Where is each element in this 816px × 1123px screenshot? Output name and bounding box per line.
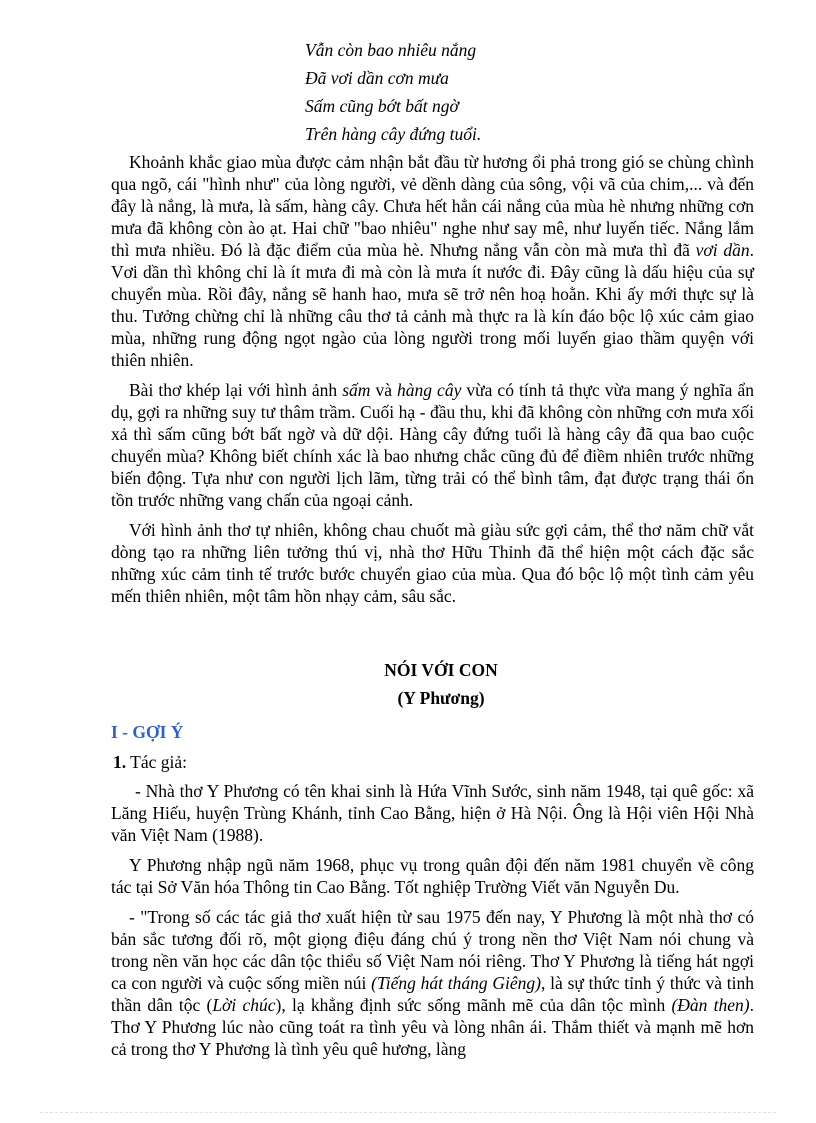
poem-line: Trên hàng cây đứng tuổi. <box>305 124 482 144</box>
poem-author: (Y Phương) <box>397 688 485 708</box>
subsection-heading: 1. Tác giả: <box>113 752 188 772</box>
paragraph: Bài thơ khép lại với hình ảnh sấm và hàng cây vừa có tính tả thực vừa mang ý nghĩa ẩn dụ, gợi ra những suy tư thâm trầm. Cuối hạ - đầu thu, khi đã không còn những cơn mưa xối xả thì sấm cũng bớt bất ngờ và dữ dội. Hàng cây đứng tuổi là hàng cây đã qua bao cuộc chuyển mùa? Không biết chính xác là bao nhưng chắc cũng đủ để điềm nhiên trước những biến động. Tựa như con người lịch lãm, từng trải có thể bình tâm, đạt được trạng thái ổn tồn trước những vang chấn của ngoại cảnh. <box>111 380 754 510</box>
poem-stanza <box>305 36 481 148</box>
paragraph: Khoảnh khắc giao mùa được cảm nhận bắt đầu từ hương ổi phả trong gió se chùng chình qua ngõ, cái "hình như" của lòng người, vẻ dềnh dàng của sông, vội vã của chim,... và đến đây là nắng, là mưa, là sấm, hàng cây. Chưa hết hẳn cái nắng của mùa hè nhưng những cơn mưa đã không còn ào ạt. Hai chữ "bao nhiêu" nghe như say mê, như luyến tiếc. Nắng lắm thì mưa nhiều. Đó là đặc điểm của mùa hè. Nhưng nắng vẫn còn mà mưa thì đã vơi dần. Vơi dần thì không chỉ là ít mưa đi mà còn là mưa ít nước đi. Đây cũng là dấu hiệu của sự chuyển mùa. Rồi đây, nắng sẽ hanh hao, mưa sẽ trở nên hoạ hoằn. Khi ấy mới thực sự là thu. Tưởng chừng chỉ là những câu thơ tả cảnh mà thực ra là kín đáo bộc lộ xúc cảm giao mùa, những rung động ngọt ngào của lòng người trong mối luyến giao thầm quyện với thiên nhiên. <box>111 152 754 370</box>
paragraph: Y Phương nhập ngũ năm 1968, phục vụ trong quân đội đến năm 1981 chuyển về công tác tại Sở Văn hóa Thông tin Cao Bằng. Tốt nghiệp Trường Viết văn Nguyễn Du. <box>111 855 754 897</box>
paragraph: Với hình ảnh thơ tự nhiên, không chau chuốt mà giàu sức gợi cảm, thể thơ năm chữ vắt dòng tạo ra những liên tưởng thú vị, nhà thơ Hữu Thỉnh đã thể hiện một cách đặc sắc những xúc cảm tinh tế trước bước chuyển giao của mùa. Qua đó bộc lộ một tình cảm yêu mến thiên nhiên, một tâm hồn nhạy cảm, sâu sắc. <box>111 520 754 606</box>
paragraph: - Nhà thơ Y Phương có tên khai sinh là Hứa Vĩnh Sước, sinh năm 1948, tại quê gốc: xã Lăng Hiếu, huyện Trùng Khánh, tỉnh Cao Bằng, hiện ở Hà Nội. Ông là Hội viên Hội Nhà văn Việt Nam (1988). <box>111 781 754 845</box>
page-edge-divider <box>40 1112 776 1113</box>
poem-line: Vẫn còn bao nhiêu nắng <box>305 40 477 60</box>
section-heading: I - GỢI Ý <box>111 722 184 742</box>
analysis-body <box>111 151 754 615</box>
poem-title: NÓI VỚI CON <box>384 660 498 680</box>
poem-line: Sấm cũng bớt bất ngờ <box>305 96 459 116</box>
paragraph: - "Trong số các tác giả thơ xuất hiện từ sau 1975 đến nay, Y Phương là một nhà thơ có bản sắc tương đối rõ, một giọng điệu đáng chú ý trong nền thơ Việt Nam nói chung và trong nền văn học các dân tộc thiểu số Việt Nam nói riêng. Thơ Y Phương là tiếng hát ngợi ca con người và cuộc sống miền núi (Tiếng hát tháng Giêng), là sự thức tỉnh ý thức và tinh thần dân tộc (Lời chúc), lạ khẳng định sức sống mãnh mẽ của dân tộc mình (Đàn then). Thơ Y Phương lúc nào cũng toát ra tình yêu và lòng nhân ái. Thắm thiết và mạnh mẽ hơn cả trong thơ Y Phương là tình yêu quê hương, làng <box>111 907 755 1059</box>
author-body <box>111 780 754 1068</box>
poem-line: Đã vơi dần cơn mưa <box>305 68 449 88</box>
